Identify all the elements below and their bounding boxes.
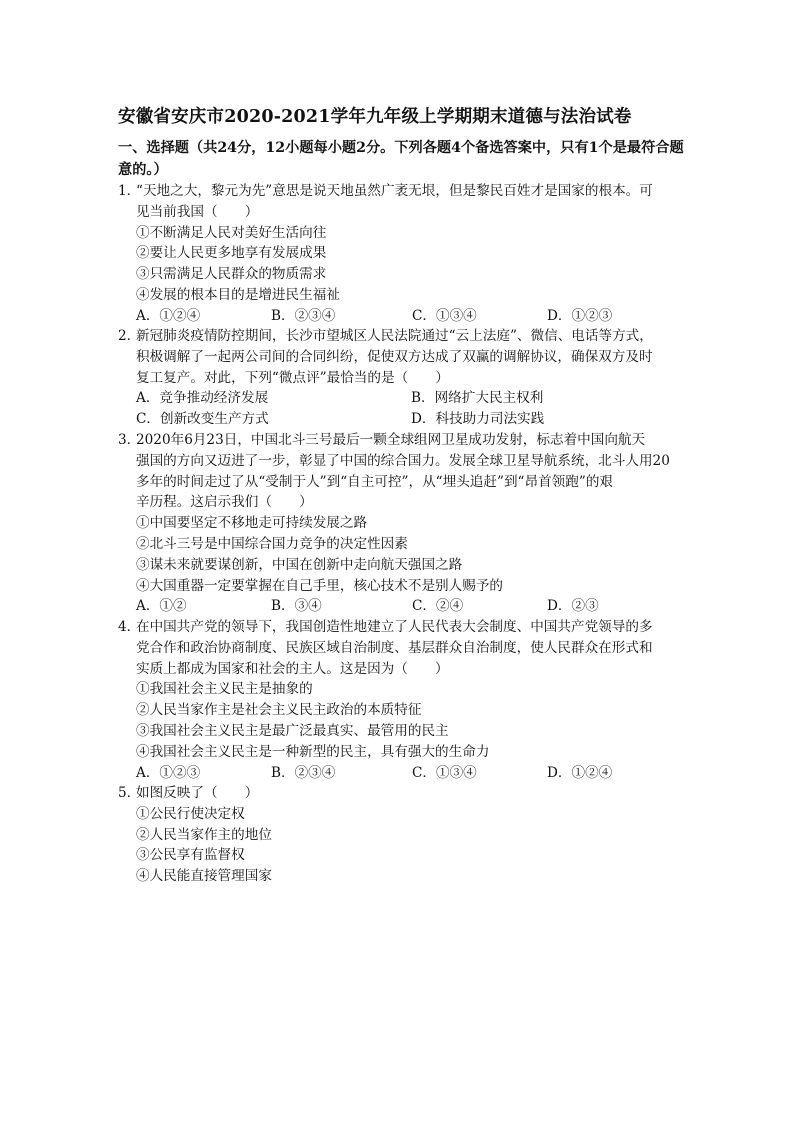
option-d[interactable]: D．②③: [547, 598, 599, 615]
question-stem-line: 复工复产。对此，下列“微点评”最恰当的是（ ）: [136, 369, 449, 386]
option-a[interactable]: A．①②④: [136, 307, 201, 324]
answer-options: [118, 388, 684, 430]
option-c[interactable]: C．①③④: [412, 307, 477, 324]
statement-item: ②北斗三号是中国综合国力竞争的决定性因素: [136, 535, 408, 552]
answer-options: [118, 306, 684, 327]
option-d[interactable]: D．①②④: [547, 764, 613, 781]
option-c[interactable]: C．②④: [412, 598, 464, 615]
question-stem-line: 党合作和政治协商制度、民族区域自治制度、基层群众自治制度，使人民群众在形式和: [136, 639, 653, 656]
statement-item: ④大国重器一定要掌握在自己手里，核心技术不是别人赐予的: [136, 577, 504, 594]
statement-item: ③我国社会主义民主是最广泛最真实、最管用的民主: [136, 722, 449, 739]
option-d[interactable]: D．①②③: [547, 307, 613, 324]
statement-item: ②要让人民更多地享有发展成果: [136, 245, 327, 262]
question-stem-line: 见当前我国（ ）: [136, 203, 259, 220]
question-2: [118, 326, 684, 430]
statement-item: ④发展的根本目的是增进民生福祉: [136, 286, 340, 303]
statement-item: ③谋未来就要谋创新，中国在创新中走向航天强国之路: [136, 556, 463, 573]
question-stem-line: 辛历程。这启示我们（ ）: [136, 494, 313, 511]
page-title: 安徽省安庆市2020-2021学年九年级上学期期末道德与法治试卷: [118, 107, 632, 127]
section-heading: 一、选择题（共24分，12小题每小题2分。下列各题4个备选答案中，只有1个是最符合题意的。）: [118, 140, 684, 178]
question-stem: 5．如图反映了（ ）: [118, 785, 259, 801]
statement-item: ①中国要坚定不移地走可持续发展之路: [136, 515, 368, 532]
statement-item: ④人民能直接管理国家: [136, 868, 272, 885]
option-c[interactable]: C．创新改变生产方式: [136, 411, 269, 428]
option-b[interactable]: B．②③④: [271, 307, 336, 324]
option-a[interactable]: A．①②: [136, 598, 187, 615]
question-stem: 1．“天地之大，黎元为先”意思是说天地虽然广袤无垠，但是黎民百姓才是国家的根本。可: [118, 183, 653, 199]
question-stem-line: 多年的时间走过了从“受制于人”到“自主可控”，从“埋头追赶”到“昂首领跑”的艰: [136, 473, 614, 490]
option-b[interactable]: B．②③④: [271, 764, 336, 781]
question-3: [118, 430, 684, 617]
option-b[interactable]: B．③④: [271, 598, 322, 615]
question-stem: 2．新冠肺炎疫情防控期间，长沙市望城区人民法院通过“云上法庭”、微信、电话等方式，: [118, 328, 653, 344]
statement-item: ①不断满足人民对美好生活向往: [136, 224, 327, 241]
question-5: [118, 783, 684, 887]
option-d[interactable]: D．科技助力司法实践: [411, 411, 545, 428]
statement-item: ①公民行使决定权: [136, 805, 245, 822]
statement-item: ③只需满足人民群众的物质需求: [136, 266, 327, 283]
statement-item: ④我国社会主义民主是一种新型的民主，具有强大的生命力: [136, 743, 490, 760]
question-stem-line: 积极调解了一起两公司间的合同纠纷，促使双方达成了双赢的调解协议，确保双方及时: [136, 348, 653, 365]
statement-item: ②人民当家作主的地位: [136, 826, 272, 843]
question-stem: 4．在中国共产党的领导下，我国创造性地建立了人民代表大会制度、中国共产党领导的多: [118, 619, 653, 635]
statement-item: ③公民享有监督权: [136, 847, 245, 864]
question-stem-line: 强国的方向又迈进了一步，彰显了中国的综合国力。发展全球卫星导航系统，北斗人用20: [136, 452, 670, 469]
option-a[interactable]: A．①②③: [136, 764, 201, 781]
question-stem-line: 实质上都成为国家和社会的主人。这是因为（ ）: [136, 660, 449, 677]
question-stem: 3．2020年6月23日，中国北斗三号最后一颗全球组网卫星成功发射，标志着中国向航天: [118, 432, 646, 448]
option-c[interactable]: C．①③④: [412, 764, 477, 781]
statement-item: ②人民当家作主是社会主义民主政治的本质特征: [136, 702, 422, 719]
option-b[interactable]: B．网络扩大民主权利: [411, 390, 544, 407]
answer-options: [118, 596, 684, 617]
option-a[interactable]: A．竞争推动经济发展: [136, 390, 269, 407]
answer-options: [118, 763, 684, 784]
statement-item: ①我国社会主义民主是抽象的: [136, 681, 313, 698]
question-1: [118, 181, 684, 327]
question-4: [118, 617, 684, 783]
